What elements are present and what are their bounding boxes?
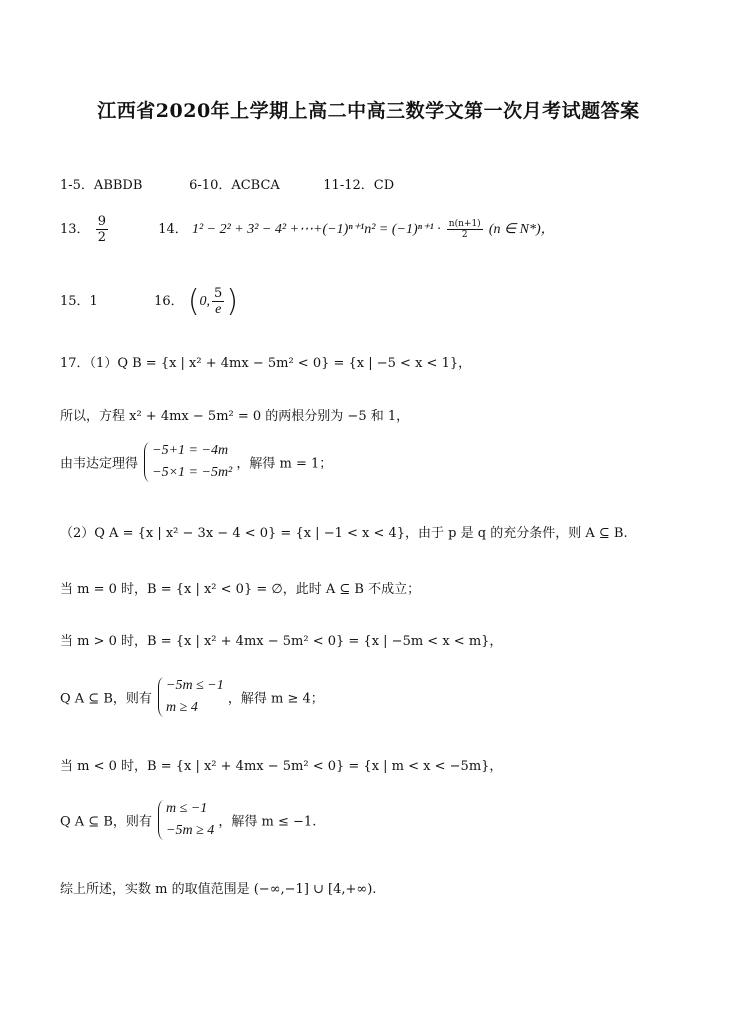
choice-group-3: 11-12．CD (323, 178, 395, 193)
q17-system-2-row-2: m ≥ 4 (166, 700, 198, 715)
choice-group-2: 6-10．ACBCA (189, 178, 280, 193)
q17-line-4: （2）Q A = {x | x² − 3x − 4 < 0} = {x | −1 < x < 4}，由于 p 是 q 的充分条件，则 A ⊆ B. (60, 526, 628, 541)
q16-denominator: e (215, 302, 222, 317)
q17-system-2-row-1: −5m ≤ −1 (166, 678, 224, 693)
q17-line-9-suffix: ，解得 m ≤ −1. (218, 814, 317, 830)
q17-system-1 (142, 440, 232, 484)
q16-label: 16． (154, 294, 184, 309)
q17-line-3-prefix: 由韦达定理得 (60, 456, 139, 472)
q17-line-8: 当 m < 0 时，B = {x | x² + 4mx − 5m² < 0} = {x | m < x < −5m}， (60, 759, 503, 774)
q13-numerator: 9 (97, 214, 106, 229)
q16-left: 0, (199, 294, 211, 309)
q17-system-3-row-1: m ≤ −1 (166, 801, 208, 816)
q17-line-2: 所以，方程 x² + 4mx − 5m² = 0 的两根分别为 −5 和 1， (60, 409, 410, 424)
answer-15-16 (60, 284, 238, 319)
q14-tail: (n ∈ N*)， (488, 222, 555, 237)
choice-group-1: 1-5．ABBDB (60, 178, 143, 193)
q17-line-3 (60, 440, 332, 484)
q13-label: 13． (60, 222, 90, 237)
q17-line-7 (60, 675, 324, 719)
q16-right-paren: ) (226, 284, 239, 319)
q17-system-1-row-1: −5+1 = −4m (152, 443, 229, 458)
q16-left-paren: ( (187, 284, 200, 319)
q14-fraction (447, 219, 483, 240)
q17-line-10: 综上所述，实数 m 的取值范围是 (−∞,−1] ∪ [4,+∞). (60, 882, 377, 897)
q14-numerator: n(n+1) (448, 219, 481, 229)
q17-line-9-prefix: Q A ⊆ B，则有 (60, 814, 152, 830)
q17-line-7-suffix: ，解得 m ≥ 4； (227, 691, 324, 707)
q13-denominator: 2 (97, 230, 106, 245)
choice-answers (60, 174, 394, 193)
q17-system-3 (156, 798, 214, 842)
q13-fraction (96, 214, 108, 245)
q17-line-7-prefix: Q A ⊆ B，则有 (60, 691, 152, 707)
q16-fraction (212, 286, 224, 317)
q14-label: 14． (158, 222, 188, 237)
q17-line-3-suffix: ，解得 m = 1； (236, 456, 333, 472)
q17-system-1-row-2: −5×1 = −5m² (152, 465, 233, 480)
answer-13-14 (60, 214, 555, 245)
q15-answer: 15．1 (60, 294, 98, 309)
q17-line-6: 当 m > 0 时，B = {x | x² + 4mx − 5m² < 0} = {x | −5m < x < m}， (60, 634, 503, 649)
q14-expression: 1² − 2² + 3² − 4² +⋯+(−1)ⁿ⁺¹n² = (−1)ⁿ⁺¹ · (191, 222, 441, 237)
q17-line-5: 当 m = 0 时，B = {x | x² < 0} = ∅，此时 A ⊆ B 不成立； (60, 582, 421, 597)
q17-line-1: 17．（1）Q B = {x | x² + 4mx − 5m² < 0} = {x | −5 < x < 1}， (60, 356, 472, 371)
q14-denominator: 2 (461, 230, 468, 240)
q17-system-3-row-2: −5m ≥ 4 (166, 823, 215, 838)
page-title: 江西省2020年上学期上高二中高三数学文第一次月考试题答案 (97, 100, 640, 122)
q16-numerator: 5 (214, 286, 223, 301)
q17-system-2 (156, 675, 224, 719)
q17-line-9 (60, 798, 316, 842)
